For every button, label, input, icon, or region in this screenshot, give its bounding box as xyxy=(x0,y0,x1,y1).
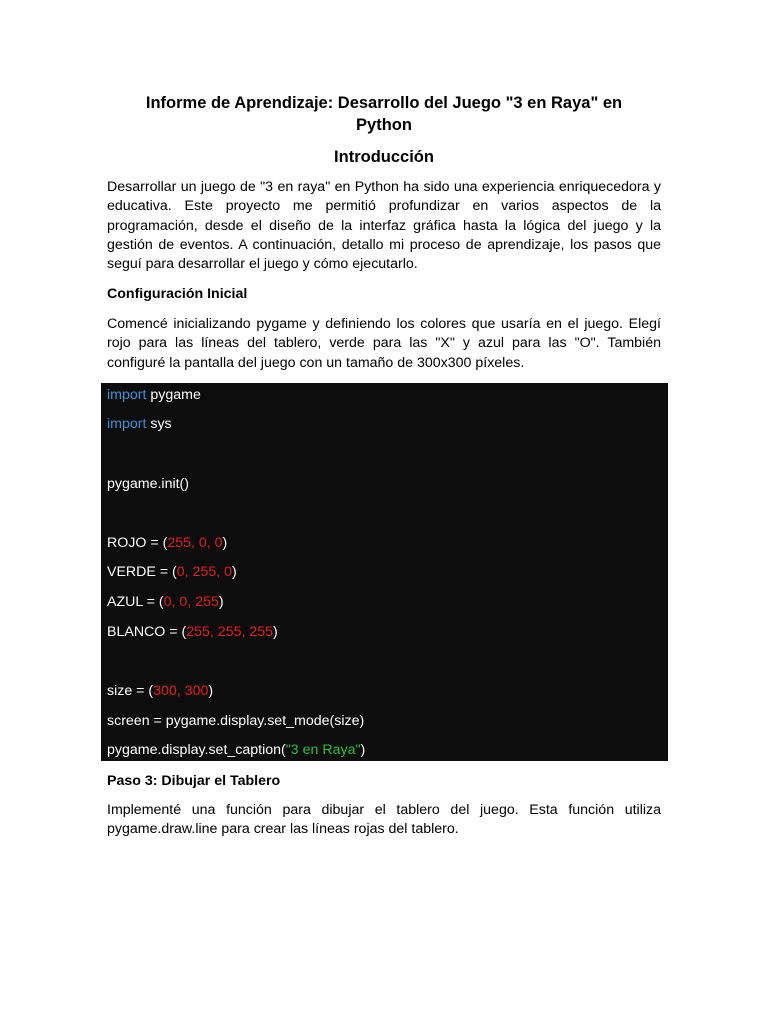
document-title xyxy=(107,92,661,136)
code-line xyxy=(107,741,365,760)
code-keyword: import xyxy=(107,387,147,403)
code-number: 300, 300 xyxy=(153,683,209,699)
code-text: BLANCO = ( xyxy=(107,624,187,640)
title-line-2: Python xyxy=(356,116,412,134)
code-text: AZUL = ( xyxy=(107,594,164,610)
intro-heading: Introducción xyxy=(334,148,434,166)
code-number: 0, 255, 0 xyxy=(176,564,233,580)
code-line xyxy=(107,534,227,553)
code-text: sys xyxy=(146,416,172,432)
code-line xyxy=(107,415,172,434)
code-string: "3 en Raya" xyxy=(285,742,361,758)
code-block xyxy=(101,383,668,761)
code-text: ) xyxy=(218,594,224,610)
step3-paragraph: Implementé una función para dibujar el tablero del juego. Esta función utiliza pygame.draw.line para crear las líneas rojas del tablero. xyxy=(107,802,661,838)
code-text: pygame.display.set_caption( xyxy=(107,742,286,758)
code-text: ) xyxy=(232,564,237,580)
code-text: ) xyxy=(273,624,278,640)
code-keyword: import xyxy=(107,416,147,432)
code-text: ) xyxy=(208,683,214,699)
code-number: 0, 0, 255 xyxy=(163,594,219,610)
code-text: size = ( xyxy=(107,683,154,699)
config-paragraph: Comencé inicializando pygame y definiendo los colores que usaría en el juego. Elegí rojo para las líneas del tablero, verde para las "X" y azul para las "O". También configuré la pantalla del juego con un tamaño de 300x300 píxeles. xyxy=(107,316,661,371)
code-text: ) xyxy=(222,535,228,551)
code-text: pygame xyxy=(146,387,201,403)
code-line xyxy=(107,386,201,405)
code-line xyxy=(107,563,237,582)
code-text: ROJO = ( xyxy=(107,535,168,551)
step3-heading: Paso 3: Dibujar el Tablero xyxy=(107,773,281,789)
title-line-1: Informe de Aprendizaje: Desarrollo del Juego "3 en Raya" en xyxy=(145,94,623,112)
code-number: 255, 255, 255 xyxy=(186,624,274,640)
config-heading: Configuración Inicial xyxy=(107,286,248,302)
code-number: 255, 0, 0 xyxy=(167,535,223,551)
code-line: pygame.init() xyxy=(107,476,190,492)
code-line: screen = pygame.display.set_mode(size) xyxy=(107,713,365,729)
code-line xyxy=(107,593,224,612)
code-line xyxy=(107,623,278,642)
intro-paragraph: Desarrollar un juego de "3 en raya" en Python ha sido una experiencia enriquecedora y educativa. Este proyecto me permitió profundizar en varios aspectos de la programación, desde el diseño de la interfaz gráfica hasta la lógica del juego y la gestión de eventos. A continuación, detallo mi proceso de aprendizaje, los pasos que seguí para desarrollar el juego y cómo ejecutarlo. xyxy=(107,179,661,273)
code-text: ) xyxy=(360,742,366,758)
code-text: VERDE = ( xyxy=(107,564,177,580)
code-line xyxy=(107,682,213,701)
